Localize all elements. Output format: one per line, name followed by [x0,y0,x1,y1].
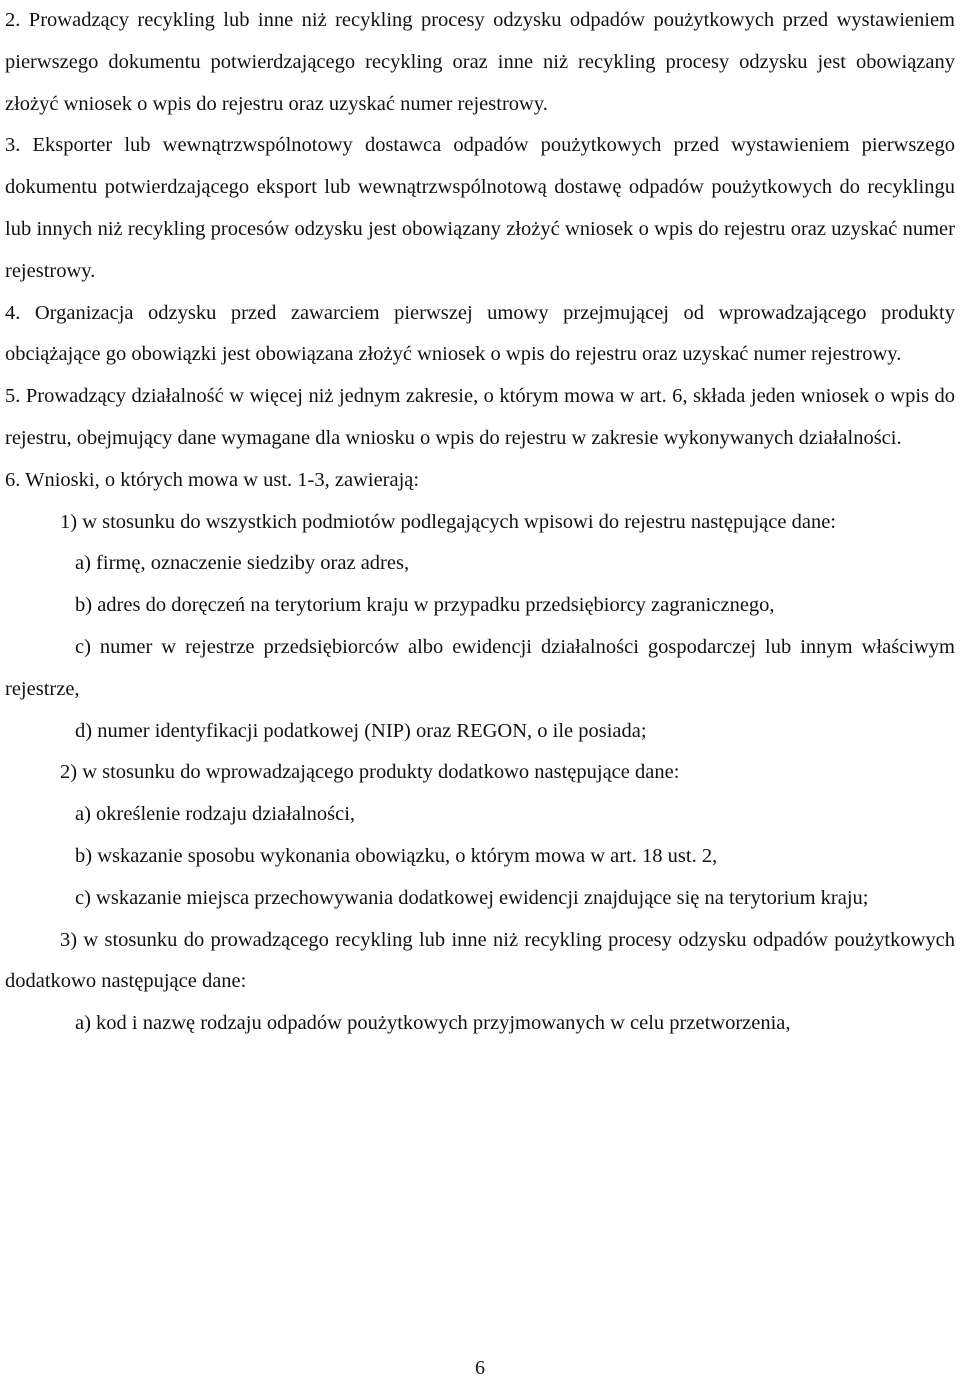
paragraph-3: 3. Eksporter lub wewnątrzwspólnotowy dostawca odpadów poużytkowych przed wystawieniem pierwszego dokumentu potwierdzającego eksport lub wewnątrzwspólnotową dostawę odpadów poużytkowych do recyklingu lub innych niż recykling procesów odzysku jest obowiązany złożyć wniosek o wpis do rejestru oraz uzyskać numer rejestrowy. [5,134,955,282]
list-item-2c: c) wskazanie miejsca przechowywania dodatkowej ewidencji znajdujące się na terytorium kraju; [75,886,869,909]
list-item-1c: c) numer w rejestrze przedsiębiorców albo ewidencji działalności gospodarczej lub innym właściwym rejestrze, [5,635,955,700]
list-item-1: 1) w stosunku do wszystkich podmiotów podlegających wpisowi do rejestru następujące dane: [60,510,836,533]
list-item-3: 3) w stosunku do prowadzącego recykling lub inne niż recykling procesy odzysku odpadów poużytkowych dodatkowo następujące dane: [5,928,955,993]
paragraph-4: 4. Organizacja odzysku przed zawarciem pierwszej umowy przejmującej od wprowadzającego produkty obciążające go obowiązki jest obowiązana złożyć wniosek o wpis do rejestru oraz uzyskać numer rejestrowy. [5,301,955,366]
list-item-2a: a) określenie rodzaju działalności, [75,803,356,826]
list-item-1d: d) numer identyfikacji podatkowej (NIP) oraz REGON, o ile posiada; [75,719,647,742]
list-item-2: 2) w stosunku do wprowadzającego produkty dodatkowo następujące dane: [60,761,680,784]
page-number: 6 [475,1357,485,1379]
paragraph-5: 5. Prowadzący działalność w więcej niż jednym zakresie, o którym mowa w art. 6, składa jeden wniosek o wpis do rejestru, obejmujący dane wymagane dla wniosku o wpis do rejestru w zakresie wykonywanych działalności. [5,385,955,449]
document-body [5,0,955,1045]
paragraph-6: 6. Wnioski, o których mowa w ust. 1-3, zawierają: [5,468,420,491]
list-item-1b: b) adres do doręczeń na terytorium kraju w przypadku przedsiębiorcy zagranicznego, [75,594,775,617]
list-item-1a: a) firmę, oznaczenie siedziby oraz adres, [75,552,410,575]
list-item-2b: b) wskazanie sposobu wykonania obowiązku, o którym mowa w art. 18 ust. 2, [75,844,718,867]
list-item-3a: a) kod i nazwę rodzaju odpadów poużytkowych przyjmowanych w celu przetworzenia, [75,1012,791,1035]
paragraph-2: 2. Prowadzący recykling lub inne niż recykling procesy odzysku odpadów poużytkowych przed wystawieniem pierwszego dokumentu potwierdzającego recykling oraz inne niż recykling procesy odzysku jest obowiązany złożyć wniosek o wpis do rejestru oraz uzyskać numer rejestrowy. [5,9,955,115]
